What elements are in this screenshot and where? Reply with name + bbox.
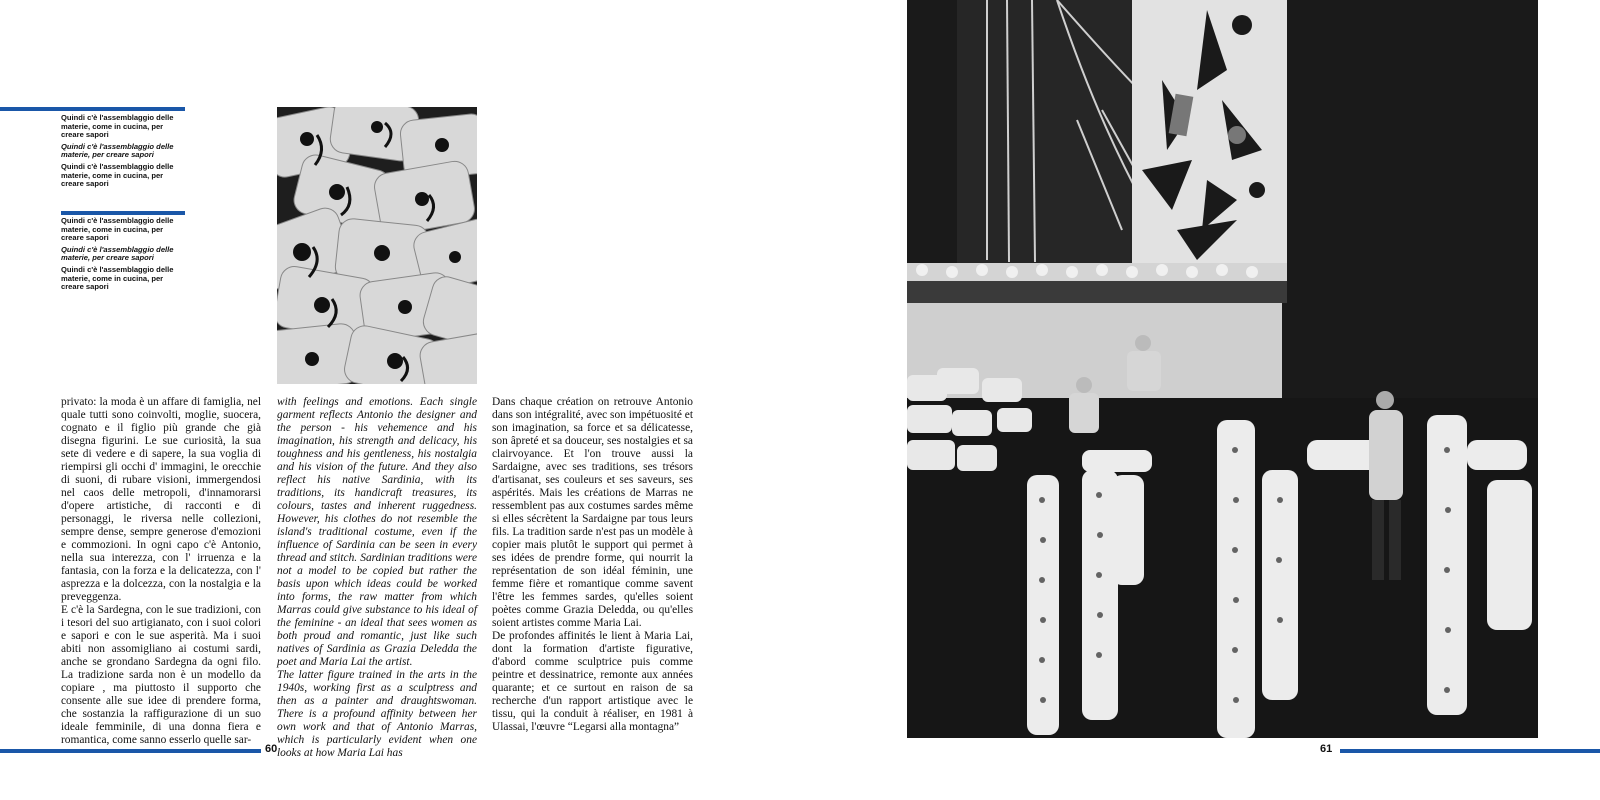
caption-block-2 bbox=[61, 217, 187, 295]
caption-rule-top bbox=[0, 107, 185, 111]
pillows-illustration bbox=[277, 107, 477, 384]
column-french bbox=[492, 396, 693, 734]
paragraph: Dans chaque création on retrouve Antonio dans son intégralité, avec son impétuosité et son imagination, sa force et sa délicatesse, son âpreté et sa douceur, ses nostalgies et sa clairvoyance. Et l'on trouve aussi la Sardaigne, avec ses traditions, ses trésors d'artisanat, ses couleurs et ses saveurs, ses aspérités. Mais les créations de Marras ne ressemblent pas aux costumes sardes même si elles sécrètent la Sardaigne par tous leurs fils. La tradition sarde n'est pas un modèle à copier mais plutôt le support qui permet à ses idées de prendre forme, qui nourrit la représentation de son idéal féminin, une femme fière et romantique comme savent l'être les femmes sardes, qu'elles soient poètes comme Grazia Deledda, ou qu'elles soient artistes comme Maria Lai. bbox=[492, 396, 693, 629]
paragraph: E c'è la Sardegna, con le sue tradizioni, con i tesori del suo artigianato, con i suoi colori e sapori e con le sue asperità. Ma i suoi abiti non assomigliano ai costumi sardi, anche se grondano Sardegna da ogni filo. La tradizione sarda non è un modello da copiare , ma piuttosto il supporto che consente alle sue idee di prendere forma, che sostanzia la raffigurazione di un suo ideale femminile, di una donna fiera e romantica, come sanno esserlo quelle sar- bbox=[61, 604, 261, 746]
page-number-left: 60 bbox=[265, 743, 278, 755]
stage-illustration bbox=[907, 0, 1538, 738]
paragraph: The latter figure trained in the arts in the 1940s, working first as a sculptress and then as a painter and draughtswoman. There is a profound affinity between her own work and that of Antonio Marras, which is particularly evident when one looks at how Maria Lai has bbox=[277, 669, 477, 759]
caption-line: Quindi c'è l'assemblaggio delle materie, come in cucina, per creare sapori bbox=[61, 216, 174, 243]
column-italian bbox=[61, 396, 261, 747]
paragraph: with feelings and emotions. Each single garment reflects Antonio the designer and the person - his vehemence and his imagination, his strength and delicacy, his toughness and his gentleness, his nostalgia and his vision of the future. And they also reflect his native Sardinia, with its traditions, its handicraft treasures, its colours, tastes and inherent ruggedness. However, his clothes do not resemble the island's traditional costume, even if the influence of Sardinia can be seen in every thread and stitch. Sardinian traditions were not a model to be copied but rather the basis upon which ideas could be worked into forms, the raw matter from which Marras could give substance to his ideal of the feminine - an ideal that sees women as both proud and romantic, just like such natives of Sardinia as Grazia Deledda the poet and Maria Lai the artist. bbox=[277, 396, 477, 668]
caption-line: Quindi c'è l'assemblaggio delle materie, come in cucina, per creare sapori bbox=[61, 264, 174, 292]
caption-line: Quindi c'è l'assemblaggio delle materie, per creare sapori bbox=[61, 141, 174, 160]
paragraph: privato: la moda è un affare di famiglia, nel quale tutti sono coinvolti, moglie, suocera, cognato e il figlio più grande che già disegna figurini. Le sue curiosità, la sua sete di vedere e di sapere, la sua voglia di riempirsi gli occhi d' immagini, le orecchie di suoni, di rubare visioni, immergendosi nel caos delle metropoli, d'innamorarsi d'opere artistiche, di racconti e di personaggi, le riversa nelle collezioni, sempre dense, sempre generose d'emozioni e commozioni. In ogni capo c'è Antonio, nella sua interezza, con l' irruenza e la fantasia, con la forza e la delicatezza, con l' asprezza e la dolcezza, con la nostalgia e la preveggenza. bbox=[61, 396, 261, 603]
footer-rule-left bbox=[0, 749, 261, 753]
caption-line: Quindi c'è l'assemblaggio delle materie, per creare sapori bbox=[61, 244, 174, 263]
column-english bbox=[277, 396, 477, 760]
pillows-photo bbox=[277, 107, 477, 384]
caption-block-1 bbox=[61, 114, 187, 192]
stage-photo bbox=[907, 0, 1538, 738]
caption-rule-middle bbox=[61, 211, 185, 215]
paragraph: De profondes affinités le lient à Maria Lai, dont la formation d'artiste figurative, d'abord comme sculptrice puis comme peintre et dessinatrice, remonte aux années quarante; et ce surtout en raison de sa recherche d'un rapport artistique avec le tissu, qui la conduit à réaliser, en 1981 à Ulassai, l'œuvre “Legarsi alla montagna” bbox=[492, 630, 693, 733]
page-number-right: 61 bbox=[1320, 743, 1333, 755]
caption-line: Quindi c'è l'assemblaggio delle materie, come in cucina, per creare sapori bbox=[61, 161, 174, 189]
footer-rule-right bbox=[1340, 749, 1600, 753]
caption-line: Quindi c'è l'assemblaggio delle materie, come in cucina, per creare sapori bbox=[61, 113, 174, 140]
